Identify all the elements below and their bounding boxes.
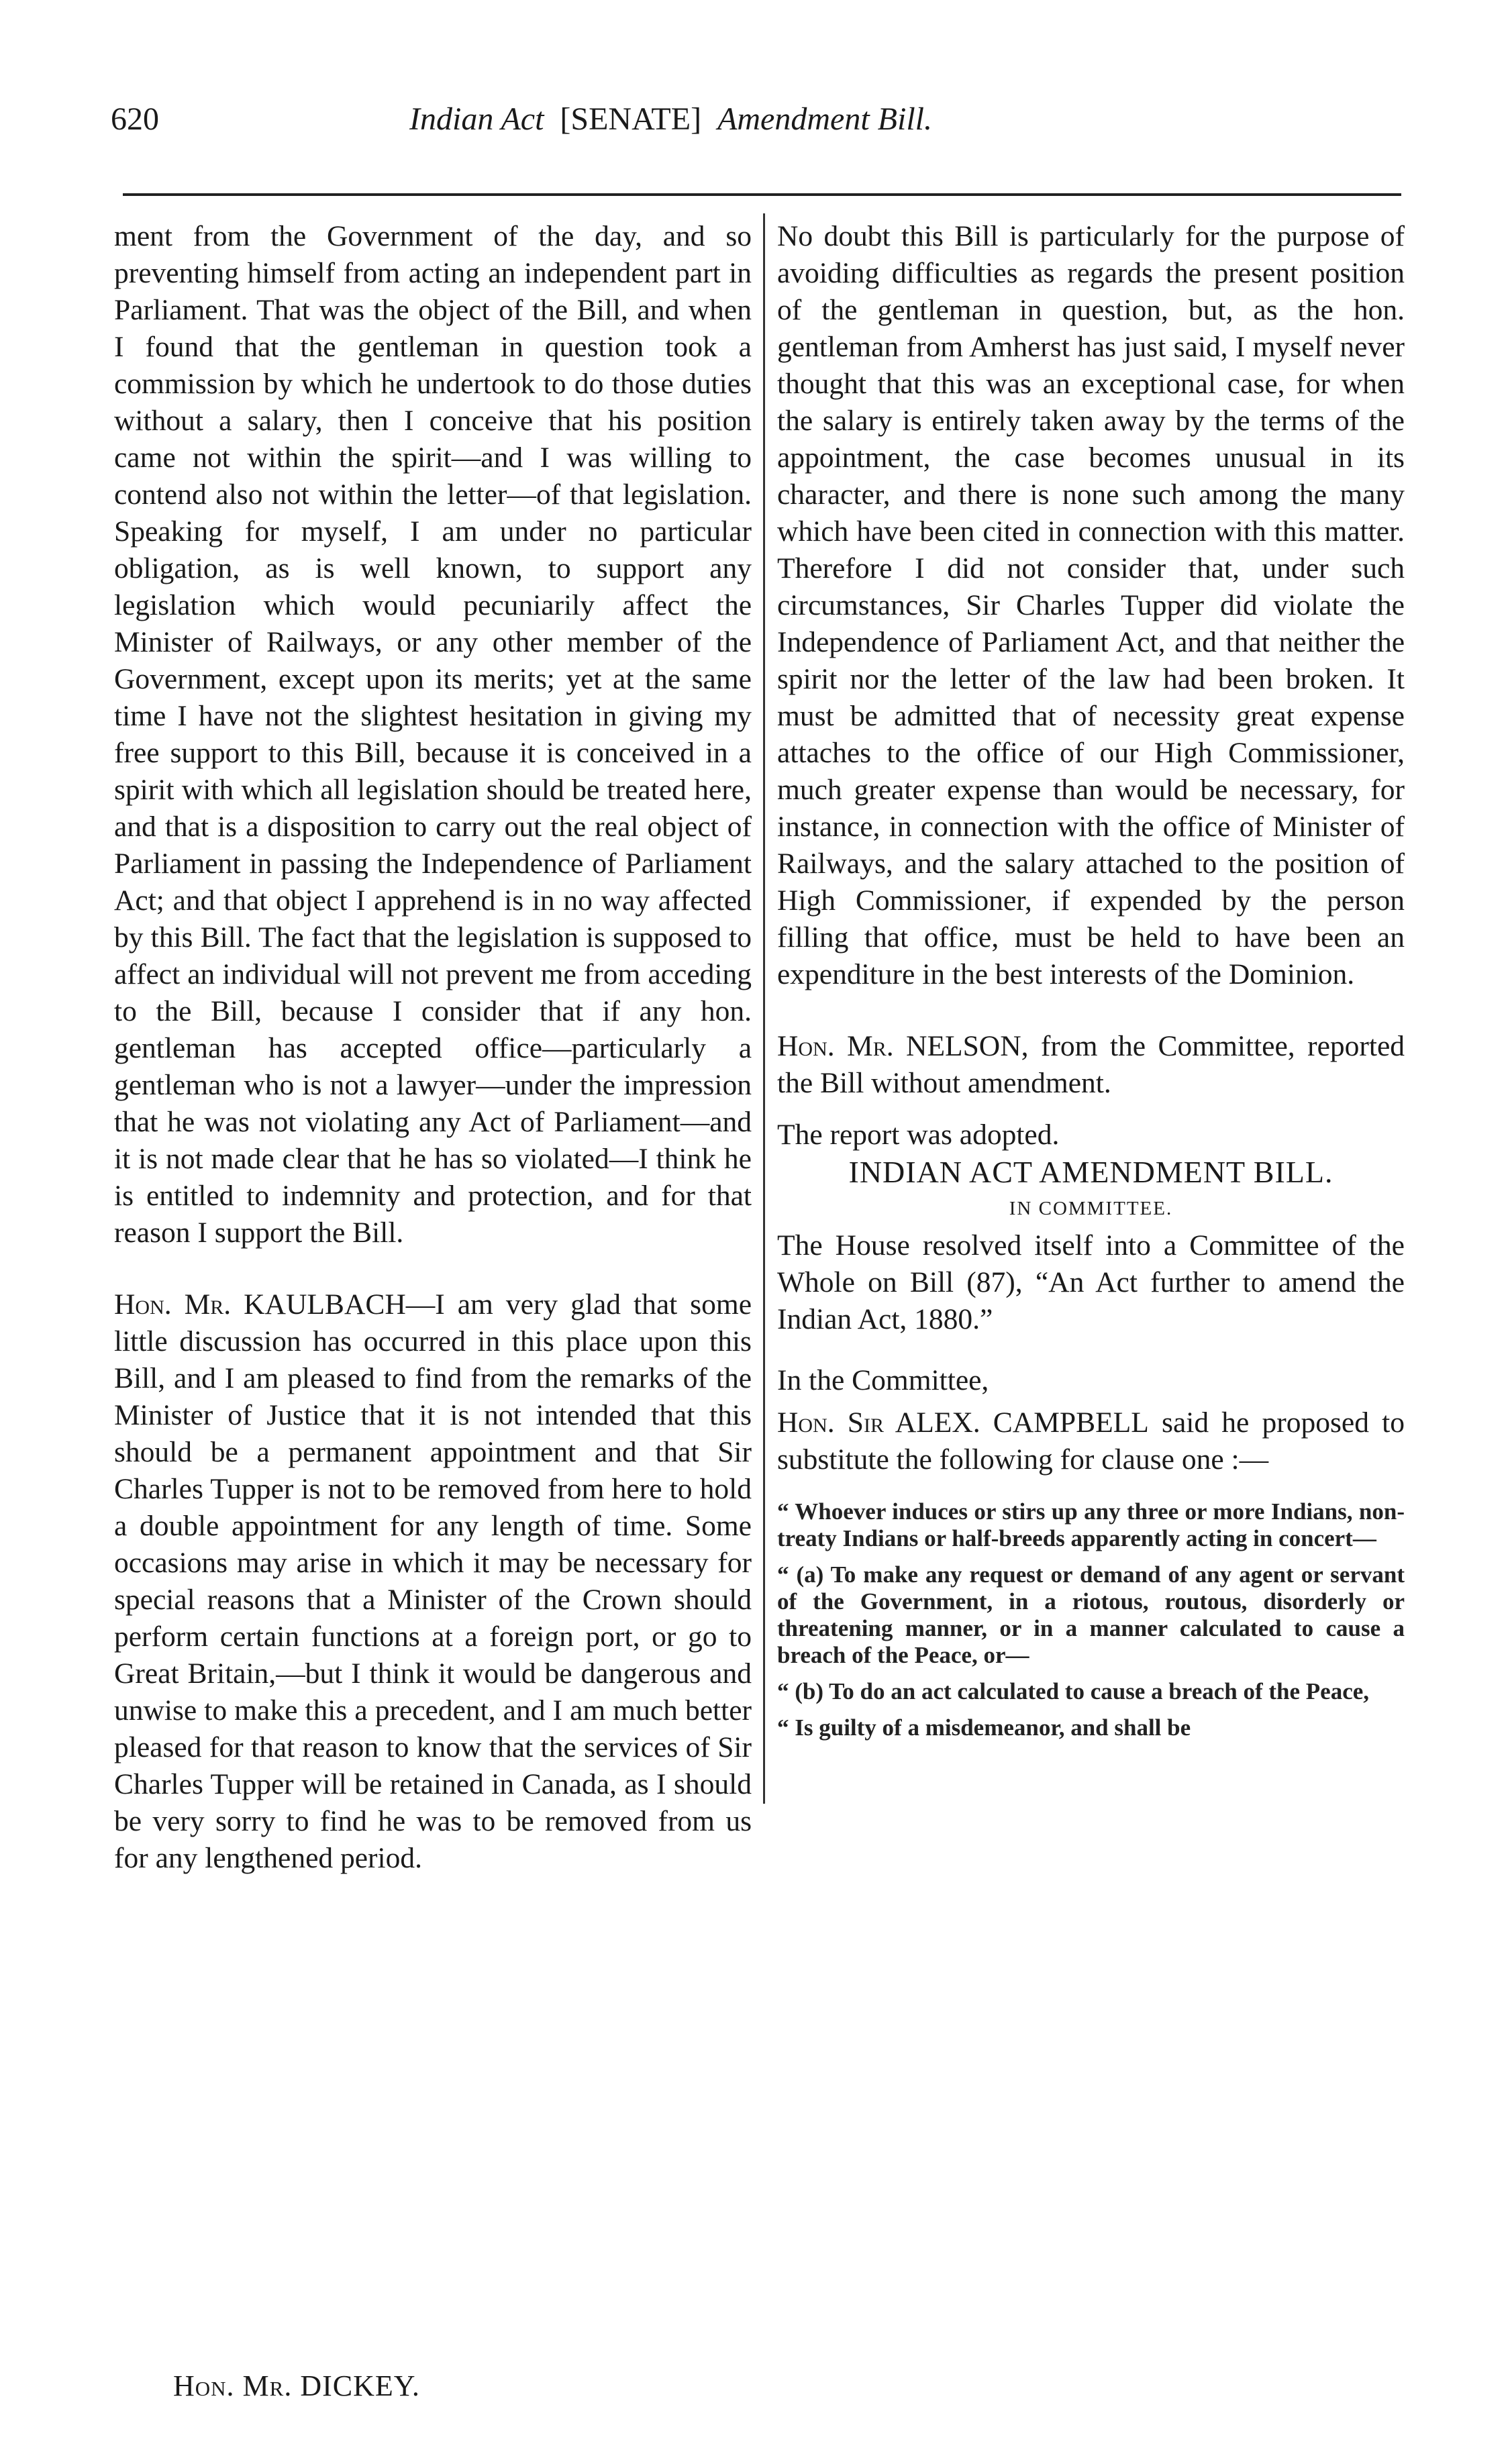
clause-quote-2: “ (a) To make any request or demand of any agent or servant of the Government, in a riotous, routous, disorderly or threatening manner, or in a manner calculated to cause a breach of the Peace, or—: [777, 1561, 1405, 1668]
section-subheading: IN COMMITTEE.: [1009, 1198, 1173, 1219]
left-paragraph-2: [114, 1286, 752, 1877]
left-paragraph-1: ment from the Government of the day, and so preventing himself from acting an independent part in Parliament. That was the object of the Bill, and when I found that the gentleman in question took a commission by which he undertook to do those duties without a salary, then I conceive that his position came not within the spirit—and I was willing to contend also not within the letter—of that legislation. Speaking for myself, I am under no particular obligation, as is well known, to support any legislation which would pecuniarily affect the Minister of Railways, or any other member of the Government, except upon its merits; yet at the same time I have not the slightest hesitation in giving my free support to this Bill, because it is conceived in a spirit with which all legislation should be treated here, and that is a disposition to carry out the real object of Parliament in passing the Independence of Parliament Act; and that object I apprehend is in no way affected by this Bill. The fact that the legislation is supposed to affect an individual will not prevent me from acceding to the Bill, because I consider that if any hon. gentleman has accepted office—particularly a gentleman who is not a lawyer—under the impression that he was not violating any Act of Parliament—and it is not made clear that he has so violated—I think he is entitled to indemnity and protection, and for that reason I support the Bill.: [114, 220, 752, 1249]
campbell-text: said he proposed to substitute the following for clause one :—: [777, 1406, 1405, 1476]
report-adopted: The report was adopted.: [777, 1119, 1060, 1151]
page-number: 620: [111, 101, 159, 137]
header-rule: [123, 193, 1401, 196]
catchword: Hon. Mr. DICKEY.: [173, 2369, 420, 2402]
right-paragraph-2: [777, 1028, 1405, 1102]
campbell-paragraph: [777, 1404, 1405, 1478]
committee-paragraph: The House resolved itself into a Committee of the Whole on Bill (87), “An Act further to amend the Indian Act, 1880.”: [777, 1229, 1405, 1335]
running-title: [409, 101, 932, 138]
running-title-left: Indian Act: [409, 101, 544, 137]
speaker-campbell: Hon. Sir ALEX. CAMPBELL: [777, 1406, 1149, 1439]
nelson-text: from the Committee, reported the Bill without amendment.: [777, 1030, 1405, 1099]
speaker-nelson: Hon. Mr. NELSON,: [777, 1030, 1029, 1062]
running-header: [0, 101, 1510, 148]
kaulbach-speech: —I am very glad that some little discussion has occurred in this place upon this Bill, and I am pleased to find from the remarks of the Minister of Justice that it is not intended that this should be a permanent appointment and that Sir Charles Tupper is not to be removed from here to hold a double appointment for any length of time. Some occasions may arise in which it may be necessary for special reasons that a Minister of the Crown should perform certain functions at a foreign port, or go to Great Britain,—but I think it would be dangerous and unwise to make this a precedent, and I am much better pleased for that reason to know that the services of Sir Charles Tupper will be retained in Canada, as I should be very sorry to find he was to be removed from us for any lengthened period.: [114, 1288, 752, 1874]
column-divider: [763, 213, 765, 1804]
running-title-right: Amendment Bill.: [717, 101, 932, 137]
right-column: [777, 218, 1405, 1741]
running-title-middle: [SENATE]: [560, 101, 702, 137]
speaker-kaulbach: Hon. Mr. KAULBACH: [114, 1288, 406, 1321]
clause-quote-4: “ Is guilty of a misdemeanor, and shall be: [777, 1714, 1191, 1741]
in-committee: In the Committee,: [777, 1364, 989, 1396]
clause-quote-1: “ Whoever induces or stirs up any three or more Indians, non-treaty Indians or half-breeds apparently acting in concert—: [777, 1498, 1405, 1551]
clause-quote-3: “ (b) To do an act calculated to cause a breach of the Peace,: [777, 1678, 1370, 1704]
section-heading: INDIAN ACT AMENDMENT BILL.: [848, 1155, 1333, 1189]
right-paragraph-1: No doubt this Bill is particularly for the purpose of avoiding difficulties as regards the present position of the gentleman in question, but, as the hon. gentleman from Amherst has just said, I myself never thought that this was an exceptional case, for when the salary is entirely taken away by the terms of the appointment, the case becomes unusual in its character, and there is none such among the many which have been cited in connection with this matter. Therefore I did not consider that, under such circumstances, Sir Charles Tupper did violate the Independence of Parliament Act, and that neither the spirit nor the letter of the law had been broken. It must be admitted that of necessity great expense attaches to the office of our High Commissioner, much greater expense than would be necessary, for instance, in connection with the office of Minister of Railways, and the salary attached to the position of High Commissioner, if expended by the person filling that office, must be held to have been an expenditure in the best interests of the Dominion.: [777, 220, 1405, 990]
left-column: [114, 218, 752, 1877]
